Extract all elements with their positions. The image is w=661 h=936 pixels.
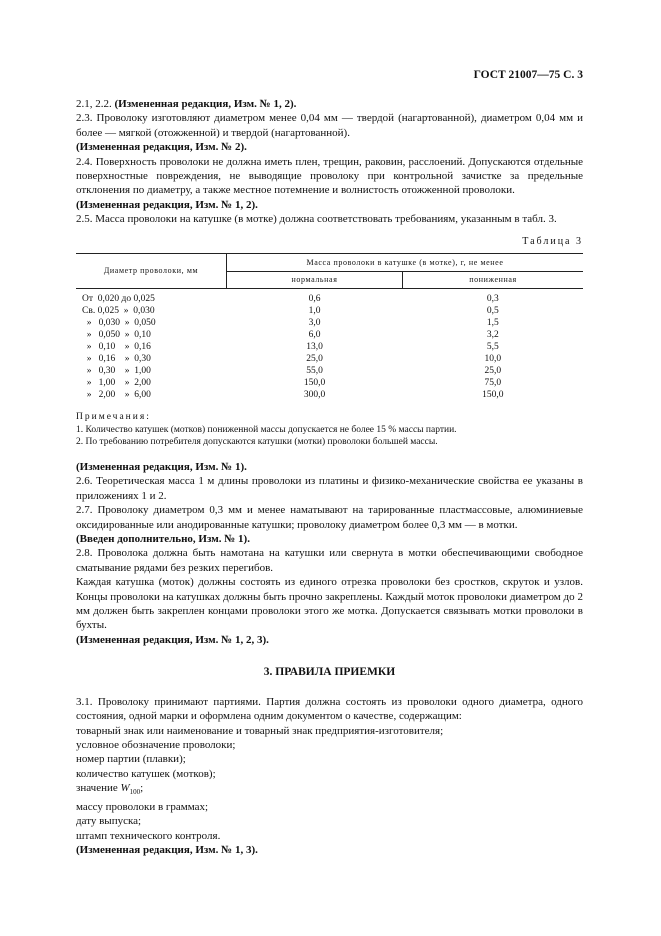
col-normal-header: нормальная xyxy=(227,272,403,289)
w-subscript: 100 xyxy=(129,788,141,797)
w-symbol: W xyxy=(120,782,130,795)
list-item: номер партии (плавки); xyxy=(76,753,186,766)
table-row xyxy=(76,365,583,377)
list-item: дату выпуска; xyxy=(76,815,142,828)
cell-diameter: » 0,30 » 1,00 xyxy=(82,366,151,377)
w-suffix: ; xyxy=(140,782,144,795)
cell-reduced: 25,0 xyxy=(484,366,502,377)
revision-note: (Введен дополнительно, Изм. № 1). xyxy=(76,533,250,546)
list-item: товарный знак или наименование и товарный знак предприятия-изготовителя; xyxy=(76,724,444,737)
paragraph-2-1 xyxy=(76,97,583,111)
cell-reduced: 75,0 xyxy=(484,378,502,389)
cell-reduced: 0,5 xyxy=(486,305,499,316)
paragraph-2-4: 2.4. Поверхность проволоки не должна иметь плен, трещин, раковин, расслоений. Допускаются отдельные поверхностные повреждения, не выводящие проволоку при контрольной зачистке за предельные отклонения по диаметру, а также местное потемнение и волнистость отожженной проволоки. xyxy=(76,155,583,197)
note-item: 2. По требованию потребителя допускаются катушки (мотки) проволоки большей массы. xyxy=(76,436,438,447)
section-title: 3. ПРАВИЛА ПРИЕМКИ xyxy=(263,666,396,679)
list-item: условное обозначение проволоки; xyxy=(76,738,236,751)
revision-note: (Измененная редакция, Изм. № 1, 2). xyxy=(76,198,258,211)
table-caption: Таблица 3 xyxy=(522,235,583,247)
cell-reduced: 150,0 xyxy=(482,390,504,401)
list-item-w100 xyxy=(76,781,583,800)
list-item: количество катушек (мотков); xyxy=(76,767,216,780)
page-header: ГОСТ 21007—75 С. 3 xyxy=(473,69,583,81)
table-row xyxy=(76,341,583,353)
cell-normal: 13,0 xyxy=(306,341,323,352)
paragraph-2-5: 2.5. Масса проволоки на катушке (в мотке) должна соответствовать требованиям, указанным в табл. 3. xyxy=(76,213,557,226)
cell-reduced: 3,2 xyxy=(486,329,499,340)
cell-normal: 6,0 xyxy=(308,329,321,340)
table-row xyxy=(76,377,583,389)
w-prefix: значение xyxy=(76,782,121,795)
cell-normal: 1,0 xyxy=(308,305,321,316)
paragraph-text: 2.1, 2.2. xyxy=(76,98,115,110)
note-item: 1. Количество катушек (мотков) пониженной массы допускается не более 15 % массы партии. xyxy=(76,424,457,435)
document-body xyxy=(76,97,583,857)
revision-note: (Измененная редакция, Изм. № 2). xyxy=(76,141,247,154)
paragraph-2-8: 2.8. Проволока должна быть намотана на катушки или свернута в мотки обеспечивающими свободное сматывание рядами без резких перегибов. xyxy=(76,547,583,574)
cell-diameter: » 2,00 » 6,00 xyxy=(82,390,151,401)
cell-normal: 3,0 xyxy=(308,317,321,328)
cell-diameter: » 0,030 » 0,050 xyxy=(82,317,156,328)
cell-normal: 25,0 xyxy=(306,354,323,365)
table-row xyxy=(76,353,583,365)
col-mass-group-header: Масса проволоки в катушке (в мотке), г, не менее xyxy=(227,254,584,272)
cell-diameter: » 0,10 » 0,16 xyxy=(82,341,151,352)
cell-normal: 150,0 xyxy=(303,378,326,389)
table-row xyxy=(76,317,583,329)
col-reduced-header: пониженная xyxy=(469,275,517,285)
cell-reduced: 5,5 xyxy=(486,341,499,352)
table-row xyxy=(76,389,583,401)
cell-reduced: 10,0 xyxy=(484,354,502,365)
cell-normal: 55,0 xyxy=(306,366,323,377)
cell-diameter: » 0,16 » 0,30 xyxy=(82,354,151,365)
table-notes xyxy=(76,411,583,448)
revision-note: (Измененная редакция, Изм. № 1, 2, 3). xyxy=(76,633,269,646)
cell-diameter: » 1,00 » 2,00 xyxy=(82,378,151,389)
paragraph-2-8-cont: Каждая катушка (моток) должны состоять из единого отрезка проволоки без сростков, скруток и узлов. Концы проволоки на катушках должны быть прочно закреплены. Каждый моток проволоки диаметром до 2 мм должен быть закреплен концами проволоки этого же мотка. Допускается связывать мотки проволоки в бухты. xyxy=(76,576,583,632)
col-diameter-header: Диаметр проволоки, мм xyxy=(76,254,227,289)
cell-reduced: 1,5 xyxy=(486,317,499,328)
revision-note: (Измененная редакция, Изм. № 1, 3). xyxy=(76,843,258,856)
notes-caption: Примечания: xyxy=(76,412,151,423)
revision-note: (Измененная редакция, Изм. № 1, 2). xyxy=(114,98,297,110)
paragraph-2-7: 2.7. Проволоку диаметром 0,3 мм и менее наматывают на тарированные пластмассовые, алюминиевые оксидированные или анодированные катушки; проволоку диаметром более 0,3 мм — в мотки. xyxy=(76,504,583,531)
table-row xyxy=(76,329,583,341)
cell-diameter: » 0,050 » 0,10 xyxy=(82,329,151,340)
cell-diameter: От 0,020 до 0,025 xyxy=(82,293,155,304)
table-body xyxy=(76,289,583,402)
table-row xyxy=(76,293,583,305)
table-row xyxy=(76,305,583,317)
revision-note: (Измененная редакция, Изм. № 1). xyxy=(76,461,247,474)
list-item: штамп технического контроля. xyxy=(76,829,221,842)
cell-diameter: Св. 0,025 » 0,030 xyxy=(82,305,155,316)
paragraph-2-6: 2.6. Теоретическая масса 1 м длины проволоки из платины и физико-механические свойства ее указаны в приложениях 1 и 2. xyxy=(76,475,583,502)
list-item: массу проволоки в граммах; xyxy=(76,800,209,813)
mass-table xyxy=(76,253,583,401)
paragraph-2-3: 2.3. Проволоку изготовляют диаметром менее 0,04 мм — твердой (нагартованной), диаметром 0,04 мм и более — мягкой (отожженной) и твердой (нагартованной). xyxy=(76,112,583,139)
cell-normal: 300,0 xyxy=(303,390,326,401)
cell-reduced: 0,3 xyxy=(486,293,499,304)
cell-normal: 0,6 xyxy=(308,293,321,304)
paragraph-3-1: 3.1. Проволоку принимают партиями. Партия должна состоять из проволоки одного диаметра, одного состояния, одной марки и оформлена одним документом о качестве, содержащим: xyxy=(76,695,583,723)
